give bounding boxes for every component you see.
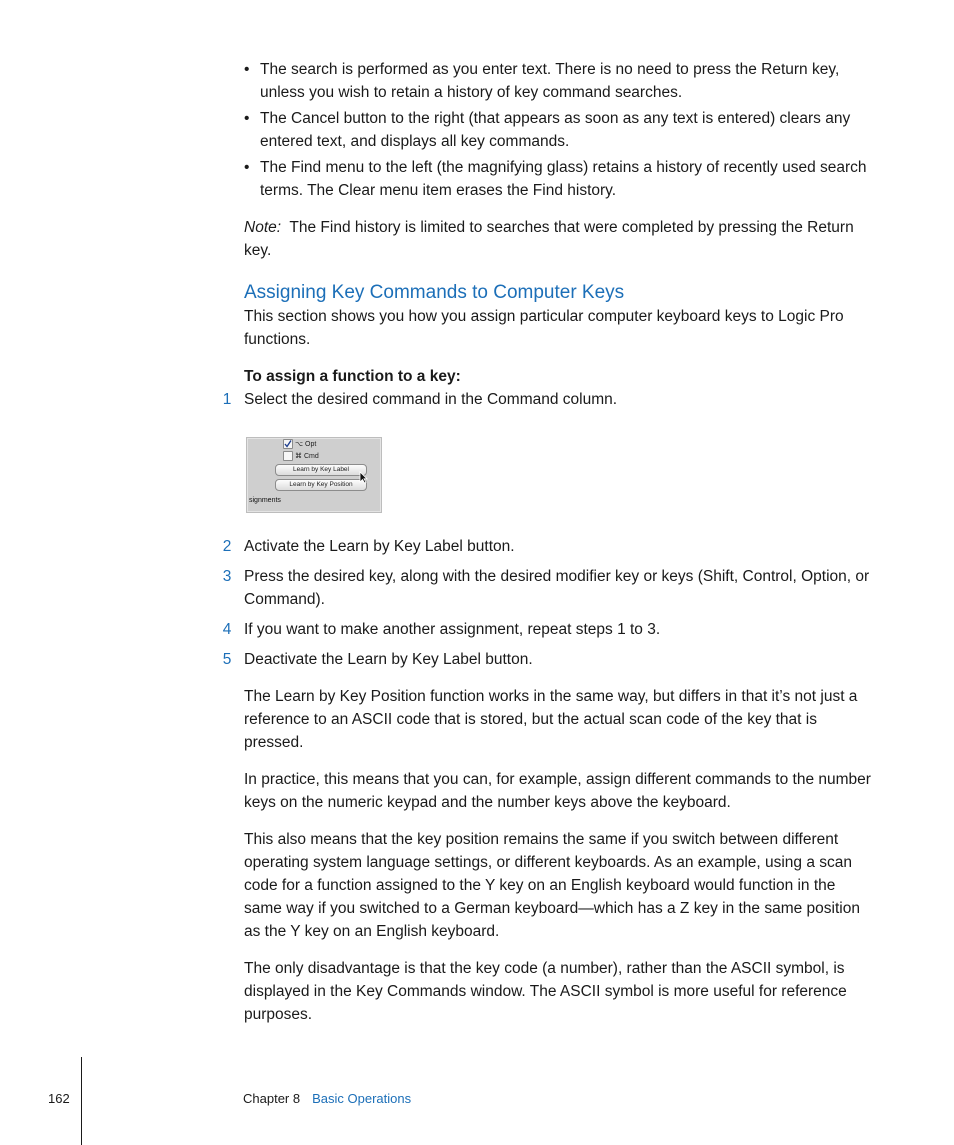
mouse-pointer-icon <box>359 471 368 484</box>
step-number: 1 <box>222 391 232 408</box>
bullet-list <box>244 58 874 205</box>
list-item <box>244 58 874 104</box>
step-text: Press the desired key, along with the desired modifier key or keys (Shift, Control, Option, or Command). <box>244 568 870 608</box>
bullet-marker: • <box>244 110 250 127</box>
bullet-text: The Cancel button to the right (that appears as soon as any text is entered) clears any entered text, and displays all key commands. <box>260 110 851 150</box>
step-text: Activate the Learn by Key Label button. <box>244 538 515 555</box>
bullet-marker: • <box>244 159 250 176</box>
note-label: Note: <box>244 219 282 236</box>
step-text: Select the desired command in the Command column. <box>244 391 618 408</box>
bullet-marker: • <box>244 61 250 78</box>
chapter-footer <box>243 1087 411 1110</box>
paragraph-key-position: The Learn by Key Position function works in the same way, but differs in that it’s not just a reference to an ASCII code that is stored, but the actual scan code of the key that is pressed. <box>244 688 858 751</box>
paragraph-language-settings: This also means that the key position remains the same if you switch between different operating system language settings, or different keyboards. As an example, using a scan code for a function assigned to the Y key on an English keyboard would function in the same way if you switched to a German keyboard—which has a Z key in the same position as the Y key on an English keyboard. <box>244 831 860 940</box>
step-4 <box>220 618 870 641</box>
step-number: 2 <box>222 538 232 555</box>
list-item <box>244 107 874 153</box>
step-3 <box>220 565 870 611</box>
step-5 <box>220 648 870 671</box>
key-commands-screenshot <box>246 437 382 513</box>
checkmark-icon <box>284 440 292 448</box>
chapter-label: Chapter 8 <box>243 1091 301 1106</box>
section-heading: Assigning Key Commands to Computer Keys <box>244 282 625 303</box>
step-number: 3 <box>222 568 232 585</box>
opt-label: ⌥ Opt <box>295 441 317 448</box>
paragraph-disadvantage: The only disadvantage is that the key code (a number), rather than the ASCII symbol, is displayed in the Key Commands window. The ASCII symbol is more useful for reference purposes. <box>244 960 847 1023</box>
bullet-text: The search is performed as you enter text. There is no need to press the Return key, unless you wish to retain a history of key command searches. <box>260 61 840 101</box>
cmd-label: ⌘ Cmd <box>295 453 319 460</box>
list-item <box>244 156 874 202</box>
chapter-name: Basic Operations <box>312 1091 412 1106</box>
step-text: If you want to make another assignment, repeat steps 1 to 3. <box>244 621 661 638</box>
note <box>244 216 874 262</box>
page-number: 162 <box>48 1091 70 1106</box>
step-2 <box>220 535 870 558</box>
note-text: The Find history is limited to searches that were completed by pressing the Return key. <box>244 219 854 259</box>
cmd-checkbox[interactable] <box>283 451 293 461</box>
paragraph-numeric-keypad: In practice, this means that you can, for example, assign different commands to the number keys on the numeric keypad and the number keys above the keyboard. <box>244 771 871 811</box>
step-1 <box>220 388 870 411</box>
task-heading: To assign a function to a key: <box>244 368 461 385</box>
bullet-text: The Find menu to the left (the magnifying glass) retains a history of recently used search terms. The Clear menu item erases the Find history. <box>260 159 867 199</box>
step-text: Deactivate the Learn by Key Label button. <box>244 651 533 668</box>
step-number: 4 <box>222 621 232 638</box>
footer-divider <box>81 1057 82 1145</box>
learn-by-key-label-button[interactable]: Learn by Key Label <box>275 464 367 476</box>
step-number: 5 <box>222 651 232 668</box>
assignments-label: signments <box>249 497 281 504</box>
learn-by-key-position-button[interactable]: Learn by Key Position <box>275 479 367 491</box>
section-intro: This section shows you how you assign particular computer keyboard keys to Logic Pro functions. <box>244 308 844 348</box>
opt-checkbox[interactable] <box>283 439 293 449</box>
